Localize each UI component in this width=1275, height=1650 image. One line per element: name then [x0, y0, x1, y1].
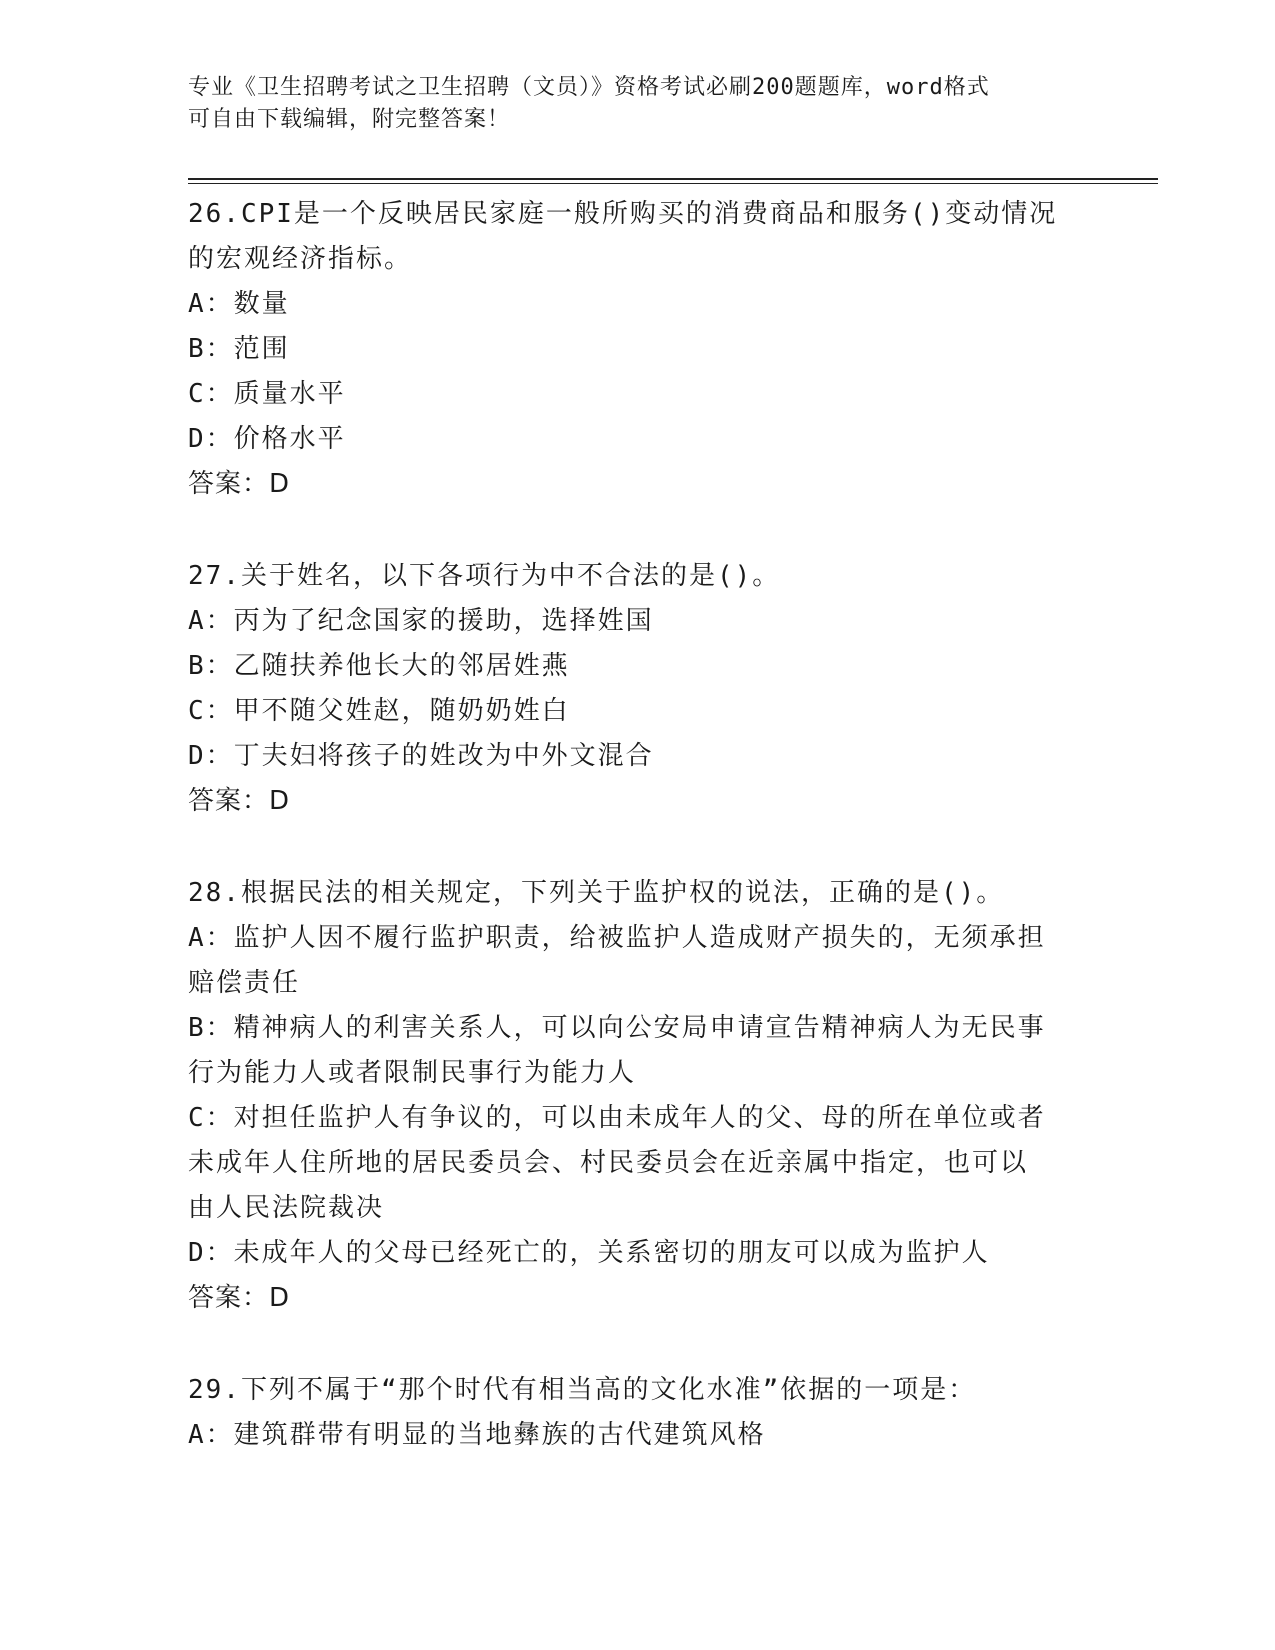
option-c: C：甲不随父姓赵，随奶奶姓白	[188, 696, 570, 726]
answer-label: 答案：D	[188, 469, 291, 499]
option-b-continued: 行为能力人或者限制民事行为能力人	[188, 1058, 637, 1088]
option-d: D：未成年人的父母已经死亡的，关系密切的朋友可以成为监护人	[188, 1238, 990, 1268]
document-header	[188, 72, 1088, 136]
option-c-continued: 由人民法院裁决	[188, 1193, 385, 1223]
option-c: C：对担任监护人有争议的，可以由未成年人的父、母的所在单位或者	[188, 1103, 1046, 1133]
question-list	[188, 192, 1088, 1505]
question-26	[188, 192, 1088, 507]
question-stem-line: 28.根据民法的相关规定，下列关于监护权的说法，正确的是()。	[188, 878, 1005, 908]
option-b: B：乙随扶养他长大的邻居姓燕	[188, 651, 570, 681]
question-stem-line: 的宏观经济指标。	[188, 244, 413, 274]
option-d: D：价格水平	[188, 424, 346, 454]
option-a: A：建筑群带有明显的当地彝族的古代建筑风格	[188, 1420, 766, 1450]
answer-label: 答案：D	[188, 1283, 291, 1313]
option-d: D：丁夫妇将孩子的姓改为中外文混合	[188, 741, 654, 771]
option-b: B：范围	[188, 334, 290, 364]
header-line-1: 专业《卫生招聘考试之卫生招聘（文员）》资格考试必刷200题题库，word格式	[188, 75, 990, 100]
header-divider	[188, 178, 1158, 184]
question-stem-line: 29.下列不属于“那个时代有相当高的文化水准”依据的一项是：	[188, 1375, 977, 1405]
question-29	[188, 1368, 1088, 1458]
question-stem-line: 26.CPI是一个反映居民家庭一般所购买的消费商品和服务()变动情况	[188, 199, 1058, 229]
option-b: B：精神病人的利害关系人，可以向公安局申请宣告精神病人为无民事	[188, 1013, 1046, 1043]
option-a-continued: 赔偿责任	[188, 968, 301, 998]
header-line-2: 可自由下载编辑，附完整答案！	[188, 107, 511, 132]
question-27	[188, 554, 1088, 824]
option-a: A：丙为了纪念国家的援助，选择姓国	[188, 606, 654, 636]
question-28	[188, 871, 1088, 1321]
option-c: C：质量水平	[188, 379, 346, 409]
option-a: A：监护人因不履行监护职责，给被监护人造成财产损失的，无须承担	[188, 923, 1046, 953]
option-a: A：数量	[188, 289, 290, 319]
answer-label: 答案：D	[188, 786, 291, 816]
question-stem-line: 27.关于姓名，以下各项行为中不合法的是()。	[188, 561, 781, 591]
option-c-continued: 未成年人住所地的居民委员会、村民委员会在近亲属中指定，也可以	[188, 1148, 1029, 1178]
